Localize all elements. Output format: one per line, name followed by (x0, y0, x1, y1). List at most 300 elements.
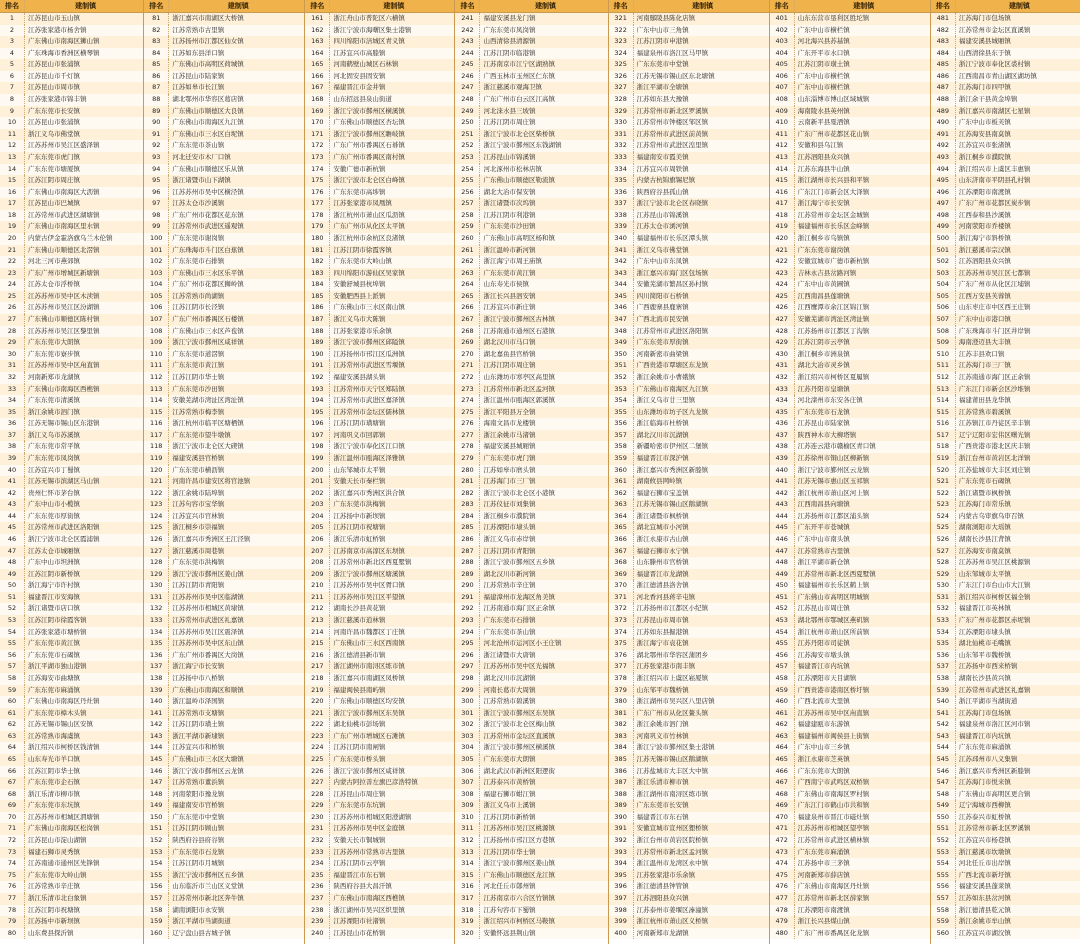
rank-cell: 116 (144, 418, 169, 430)
table-row (931, 847, 1080, 859)
town-cell: 江苏宜兴市湖㳇镇 (958, 928, 1011, 937)
town-cell: 广东东莞市石龙镇 (172, 847, 225, 856)
rank-cell: 270 (455, 349, 480, 361)
table-row (305, 314, 454, 326)
table-row (609, 256, 769, 268)
table-row (144, 754, 304, 766)
town-cell: 江苏常州市武进区雪堰镇 (333, 361, 405, 370)
town-cell: 四川简阳市石桥镇 (636, 291, 689, 300)
rank-cell: 140 (144, 696, 169, 708)
table-row (144, 384, 304, 396)
town-cell: 江苏苏州市吴中区甪直镇 (797, 708, 870, 717)
town-cell: 江西南昌市青山湖区湖坊镇 (958, 71, 1037, 80)
town-cell: 浙江绍兴市上虞区崧厦镇 (636, 673, 709, 682)
rank-cell: 120 (144, 465, 169, 477)
table-row (455, 569, 607, 581)
table-row (770, 766, 930, 778)
town-cell: 江苏常州市金坛区金城镇 (797, 210, 870, 219)
rank-cell: 449 (770, 569, 795, 581)
town-cell: 广东东莞市洪梅镇 (333, 500, 386, 509)
table-row (0, 592, 143, 604)
town-cell: 广东东莞市大朗镇 (28, 338, 80, 347)
rank-cell: 31 (0, 360, 25, 372)
rank-cell: 58 (0, 673, 25, 685)
table-row (609, 603, 769, 615)
town-cell: 浙江湖州市吴兴区八里店镇 (636, 697, 715, 706)
table-row (770, 337, 930, 349)
table-row (609, 198, 769, 210)
town-cell: 江苏常州市金坛区直溪镇 (483, 731, 555, 740)
rank-cell: 402 (770, 25, 795, 37)
town-cell: 广东开平市水口镇 (797, 48, 850, 57)
rank-cell: 556 (931, 881, 956, 893)
town-cell: 江苏南通市通州区先锋镇 (28, 859, 100, 868)
town-cell: 广东江门市鹤山市共和镇 (797, 801, 870, 810)
town-cell: 浙江宁波市鄞州区瞻岐镇 (333, 129, 405, 138)
table-row (455, 592, 607, 604)
town-cell: 福建南安市官桥镇 (172, 801, 225, 810)
table-row (455, 384, 607, 396)
town-cell: 陕西府谷县孤山镇 (636, 187, 689, 196)
table-row (770, 499, 930, 511)
rank-cell: 500 (931, 233, 956, 245)
table-row (0, 36, 143, 48)
rank-cell: 57 (0, 661, 25, 673)
rank-cell: 161 (305, 13, 330, 25)
town-cell: 广东东莞市茶山镇 (483, 627, 536, 636)
table-row (305, 800, 454, 812)
town-cell: 辽宁海城市西柳镇 (958, 801, 1011, 810)
table-row (144, 766, 304, 778)
town-cell: 江苏苏州市相城区渭塘镇 (28, 812, 100, 821)
table-row (144, 94, 304, 106)
table-row (770, 522, 930, 534)
table-row (770, 210, 930, 222)
town-cell: 吉林永吉县岔路河镇 (797, 268, 857, 277)
town-cell: 江苏如东县洋口镇 (172, 48, 225, 57)
rank-cell: 283 (455, 499, 480, 511)
town-cell: 浙江嘉兴市秀洲区洪合镇 (333, 488, 405, 497)
table-row (455, 48, 607, 60)
rank-cell: 296 (455, 650, 480, 662)
town-cell: 河南鹤壁山城区石林镇 (333, 60, 399, 69)
rank-cell: 367 (609, 546, 634, 558)
table-row (305, 384, 454, 396)
table-row (455, 742, 607, 754)
table-row (305, 650, 454, 662)
town-cell: 福建晋江市东石镇 (636, 812, 689, 821)
town-cell: 浙江宁波市北仑区梅山镇 (483, 720, 555, 729)
table-row (0, 696, 143, 708)
rank-cell: 557 (931, 893, 956, 905)
town-cell: 浙江慈溪市周巷镇 (172, 546, 225, 555)
town-cell: 江苏南京市高淳区东坝镇 (333, 546, 405, 555)
rank-cell: 339 (609, 221, 634, 233)
town-cell: 江苏扬州市江都区仙女镇 (172, 37, 244, 46)
rank-cell: 346 (609, 302, 634, 314)
town-cell: 广东佛山市高明区荷城镇 (172, 60, 244, 69)
town-cell: 浙江绍兴市柯桥区夏履镇 (797, 372, 870, 381)
town-cell: 安徽广德市新杭镇 (333, 164, 386, 173)
town-cell: 山东东营市垦利区胜坨镇 (797, 14, 870, 22)
table-row (455, 835, 607, 847)
rank-cell: 464 (770, 742, 795, 754)
town-cell: 江苏常熟市董浜镇 (172, 778, 225, 787)
rank-cell: 310 (455, 812, 480, 824)
rank-cell: 330 (609, 117, 634, 129)
table-row (931, 766, 1080, 778)
rank-cell: 32 (0, 372, 25, 384)
table-row (770, 164, 930, 176)
rank-cell: 510 (931, 349, 956, 361)
table-row (0, 870, 143, 882)
table-row (770, 430, 930, 442)
town-cell: 江苏海安市墩头镇 (797, 650, 850, 659)
table-row (455, 766, 607, 778)
table-row (455, 522, 607, 534)
town-cell: 浙江宁波市鄞州区咸祥镇 (172, 338, 244, 347)
table-row (305, 592, 454, 604)
table-row (144, 82, 304, 94)
town-cell: 江苏江阴市月城镇 (172, 859, 225, 868)
town-cell: 江苏如皋市磨头镇 (483, 465, 536, 474)
table-row (609, 291, 769, 303)
town-cell: 浙江慈溪市宗汉镇 (958, 245, 1011, 254)
town-cell: 河南新郑市薛店镇 (797, 870, 850, 879)
town-cell: 浙江宁波市鄞州区集士港镇 (636, 743, 715, 752)
town-cell: 江苏昆山市陆家镇 (797, 419, 850, 428)
town-cell: 江苏昆山市张浦镇 (28, 60, 80, 69)
table-row (0, 441, 143, 453)
town-cell: 江苏海门市三厂镇 (958, 361, 1011, 370)
town-cell: 浙江温岭市新河镇 (483, 245, 536, 254)
town-cell: 广东中山市东凤镇 (636, 257, 689, 266)
table-row (455, 94, 607, 106)
town-cell: 江西泰和县沙溪镇 (958, 210, 1011, 219)
town-cell: 广东东莞市望牛墩镇 (172, 430, 231, 439)
town-cell: 福建福州市长乐区鹤上镇 (797, 581, 870, 590)
rank-cell: 172 (305, 140, 330, 152)
rank-cell: 157 (144, 893, 169, 905)
town-cell: 山东邹城市太平镇 (958, 569, 1011, 578)
rank-cell: 258 (455, 210, 480, 222)
rank-cell: 59 (0, 685, 25, 697)
table-row (144, 349, 304, 361)
rank-cell: 264 (455, 279, 480, 291)
table-row (609, 800, 769, 812)
town-cell: 浙江德清县洛舍镇 (636, 581, 689, 590)
town-cell: 广东佛山市南海区大沥镇 (28, 187, 100, 196)
rank-cell: 520 (931, 465, 956, 477)
table-row (144, 326, 304, 338)
town-cell: 广东广州市花都区花东镇 (172, 210, 244, 219)
town-cell: 江苏海门市四甲镇 (958, 83, 1011, 92)
table-row (144, 221, 304, 233)
rank-cell: 156 (144, 881, 169, 893)
rank-cell: 236 (305, 881, 330, 893)
rank-cell: 338 (609, 210, 634, 222)
town-cell: 浙江长兴县泗安镇 (483, 291, 536, 300)
table-row (144, 453, 304, 465)
town-cell: 湖北大冶市保安镇 (483, 187, 536, 196)
table-row (455, 696, 607, 708)
table-row (770, 279, 930, 291)
table-row (305, 129, 454, 141)
column-header (0, 0, 143, 13)
table-row (455, 557, 607, 569)
rank-cell: 181 (305, 245, 330, 257)
table-row (931, 638, 1080, 650)
table-row (305, 326, 454, 338)
table-row (0, 279, 143, 291)
table-column (770, 0, 931, 944)
rank-cell: 324 (609, 48, 634, 60)
table-row (0, 233, 143, 245)
town-cell: 浙江杭州市萧山区瓜沥镇 (333, 210, 405, 219)
rank-cell: 336 (609, 187, 634, 199)
town-cell: 江苏苏州市吴中区东山镇 (172, 639, 244, 648)
table-row (609, 893, 769, 905)
table-row (609, 928, 769, 940)
rank-cell: 235 (305, 870, 330, 882)
table-row (931, 441, 1080, 453)
town-cell: 江苏江阴市徐霞客镇 (333, 245, 392, 254)
town-cell: 江苏江阴市徐霞客镇 (28, 616, 87, 625)
rank-cell: 321 (609, 13, 634, 25)
table-column (609, 0, 770, 944)
rank-cell: 164 (305, 48, 330, 60)
rank-cell: 105 (144, 291, 169, 303)
table-row (0, 777, 143, 789)
table-row (305, 106, 454, 118)
table-row (455, 800, 607, 812)
town-header: 建制镇 (853, 2, 875, 10)
town-cell: 山东淄博市博山区域城镇 (797, 95, 870, 104)
rank-cell: 136 (144, 650, 169, 662)
rank-cell: 114 (144, 395, 169, 407)
table-row (931, 314, 1080, 326)
rank-cell: 205 (305, 522, 330, 534)
town-cell: 江苏泰兴市虹桥镇 (958, 812, 1011, 821)
town-cell: 福建石狮市宝盖镇 (636, 488, 689, 497)
rank-cell: 451 (770, 592, 795, 604)
rank-cell: 254 (455, 164, 480, 176)
table-row (609, 650, 769, 662)
rank-cell: 10 (0, 117, 25, 129)
town-cell: 江苏江阴市新桥镇 (483, 812, 536, 821)
rank-cell: 410 (770, 117, 795, 129)
rank-cell: 482 (931, 25, 956, 37)
town-cell: 江苏江阴市华士镇 (28, 766, 80, 775)
table-row (770, 13, 930, 25)
table-row (931, 789, 1080, 801)
rank-cell: 2 (0, 25, 25, 37)
town-cell: 湖北汉川市新河镇 (483, 569, 536, 578)
town-cell: 湖北汉川市沉湖镇 (483, 673, 536, 682)
rank-cell: 428 (770, 326, 795, 338)
town-cell: 广西贵港市港北区庆丰镇 (958, 442, 1031, 451)
rank-cell: 70 (0, 812, 25, 824)
table-row (931, 719, 1080, 731)
table-row (931, 928, 1080, 940)
town-cell: 山东寿光市羊口镇 (28, 755, 80, 763)
town-cell: 浙江宁波市鄞州区古林镇 (483, 315, 555, 324)
table-row (305, 94, 454, 106)
rank-cell: 504 (931, 279, 956, 291)
town-cell: 河南长葛市大周镇 (483, 685, 536, 694)
rank-cell: 275 (455, 407, 480, 419)
table-row (0, 511, 143, 523)
town-cell: 广东广州市番禺区大岗镇 (172, 650, 244, 659)
town-cell: 江苏常州市新北区西夏墅镇 (797, 569, 876, 578)
town-cell: 江苏常熟市梅李镇 (172, 407, 225, 416)
table-row (609, 36, 769, 48)
table-row (609, 522, 769, 534)
table-row (770, 372, 930, 384)
table-row (305, 731, 454, 743)
table-row (931, 627, 1080, 639)
town-cell: 江苏江阴市顾山镇 (172, 824, 225, 833)
table-row (770, 580, 930, 592)
rank-cell: 443 (770, 499, 795, 511)
rank-cell: 273 (455, 384, 480, 396)
town-cell: 江苏如皋市长江镇 (172, 83, 225, 92)
town-cell: 江苏张家港市凤凰镇 (333, 199, 392, 208)
table-row (770, 835, 930, 847)
table-row (305, 522, 454, 534)
rank-cell: 48 (0, 557, 25, 569)
table-row (931, 337, 1080, 349)
rank-cell: 415 (770, 175, 795, 187)
town-cell: 广东广州市番禺区南村镇 (333, 152, 405, 161)
table-row (305, 870, 454, 882)
town-cell: 河北沧州市运河区小王庄镇 (483, 639, 562, 648)
rank-cell: 380 (609, 696, 634, 708)
town-cell: 江苏苏州市吴江区震泽镇 (172, 627, 244, 636)
town-cell: 广东佛山市南海区罗村镇 (797, 789, 870, 798)
rank-cell: 460 (770, 696, 795, 708)
table-row (931, 117, 1080, 129)
table-row (455, 476, 607, 488)
rank-cell: 387 (609, 777, 634, 789)
table-row (609, 210, 769, 222)
town-cell: 浙江宁波市鄞州区五乡镇 (172, 870, 244, 879)
rank-cell: 400 (609, 928, 634, 940)
rank-cell: 201 (305, 476, 330, 488)
table-row (144, 835, 304, 847)
table-row (305, 245, 454, 257)
rank-cell: 178 (305, 210, 330, 222)
table-row (305, 812, 454, 824)
rank-cell: 485 (931, 59, 956, 71)
table-row (770, 106, 930, 118)
rank-cell: 434 (770, 395, 795, 407)
rank-cell: 78 (0, 905, 25, 917)
town-cell: 江苏常州市武进区湟里镇 (636, 141, 709, 150)
table-row (770, 870, 930, 882)
town-cell: 浙江义乌市上溪镇 (483, 801, 536, 810)
town-cell: 江苏扬中市三茅镇 (797, 859, 850, 868)
town-cell: 江苏扬中市新坝镇 (28, 917, 80, 926)
rank-cell: 327 (609, 82, 634, 94)
town-cell: 江苏江阴市长泾镇 (172, 303, 225, 312)
table-row (144, 522, 304, 534)
rank-cell: 524 (931, 511, 956, 523)
table-row (609, 823, 769, 835)
town-cell: 安徽宣城市宣州区狸桥镇 (636, 824, 709, 833)
town-cell: 浙江嘉兴市秀洲区新塍镇 (958, 766, 1031, 775)
table-row (144, 650, 304, 662)
table-row (305, 499, 454, 511)
town-cell: 江苏张家港市锦丰镇 (28, 95, 87, 104)
town-cell: 江苏句容市下蜀镇 (483, 905, 536, 914)
town-cell: 广东佛山市三水区南山镇 (333, 303, 405, 312)
rank-cell: 450 (770, 580, 795, 592)
rank-cell: 155 (144, 870, 169, 882)
town-cell: 浙江乐清市柳市镇 (636, 778, 689, 787)
town-cell: 浙江宁波市鄞州区五乡镇 (483, 558, 555, 567)
table-row (0, 152, 143, 164)
table-row (455, 881, 607, 893)
town-cell: 安徽天长市铜城镇 (333, 836, 386, 845)
rank-cell: 509 (931, 337, 956, 349)
town-cell: 江苏泗阳县众兴镇 (958, 257, 1011, 266)
town-cell: 江苏宜兴市和桥镇 (172, 743, 225, 752)
rank-cell: 76 (0, 881, 25, 893)
rank-cell: 441 (770, 476, 795, 488)
table-row (455, 511, 607, 523)
table-row (305, 638, 454, 650)
table-row (0, 823, 143, 835)
table-row (455, 603, 607, 615)
rank-cell: 160 (144, 928, 169, 940)
table-row (144, 430, 304, 442)
town-cell: 山东邹平市魏桥镇 (958, 650, 1011, 659)
rank-cell: 219 (305, 685, 330, 697)
table-row (0, 522, 143, 534)
table-row (455, 418, 607, 430)
town-cell: 广东开平市苍城镇 (797, 523, 850, 532)
table-row (305, 152, 454, 164)
table-row (455, 731, 607, 743)
table-row (455, 661, 607, 673)
rank-cell: 508 (931, 326, 956, 338)
table-row (931, 465, 1080, 477)
rank-cell: 294 (455, 627, 480, 639)
table-row (609, 476, 769, 488)
table-row (609, 488, 769, 500)
rank-cell: 309 (455, 800, 480, 812)
rank-cell: 64 (0, 742, 25, 754)
table-row (931, 360, 1080, 372)
rank-cell: 348 (609, 326, 634, 338)
rank-cell: 197 (305, 430, 330, 442)
rank-header: 排名 (0, 0, 25, 12)
town-cell: 广东东莞市中堂镇 (636, 60, 689, 69)
town-cell: 浙江宁波市鄞州区姜山镇 (483, 859, 555, 868)
rank-cell: 84 (144, 48, 169, 60)
town-cell: 江苏苏州市吴江区汾湖镇 (28, 303, 100, 312)
table-row (931, 731, 1080, 743)
town-cell: 江苏常熟市辛庄镇 (28, 882, 80, 891)
rank-cell: 532 (931, 603, 956, 615)
table-row (609, 673, 769, 685)
rank-cell: 133 (144, 615, 169, 627)
rank-cell: 215 (305, 638, 330, 650)
town-cell: 广东江门市新会区大泽镇 (797, 187, 870, 196)
table-row (0, 476, 143, 488)
rank-cell: 36 (0, 418, 25, 430)
